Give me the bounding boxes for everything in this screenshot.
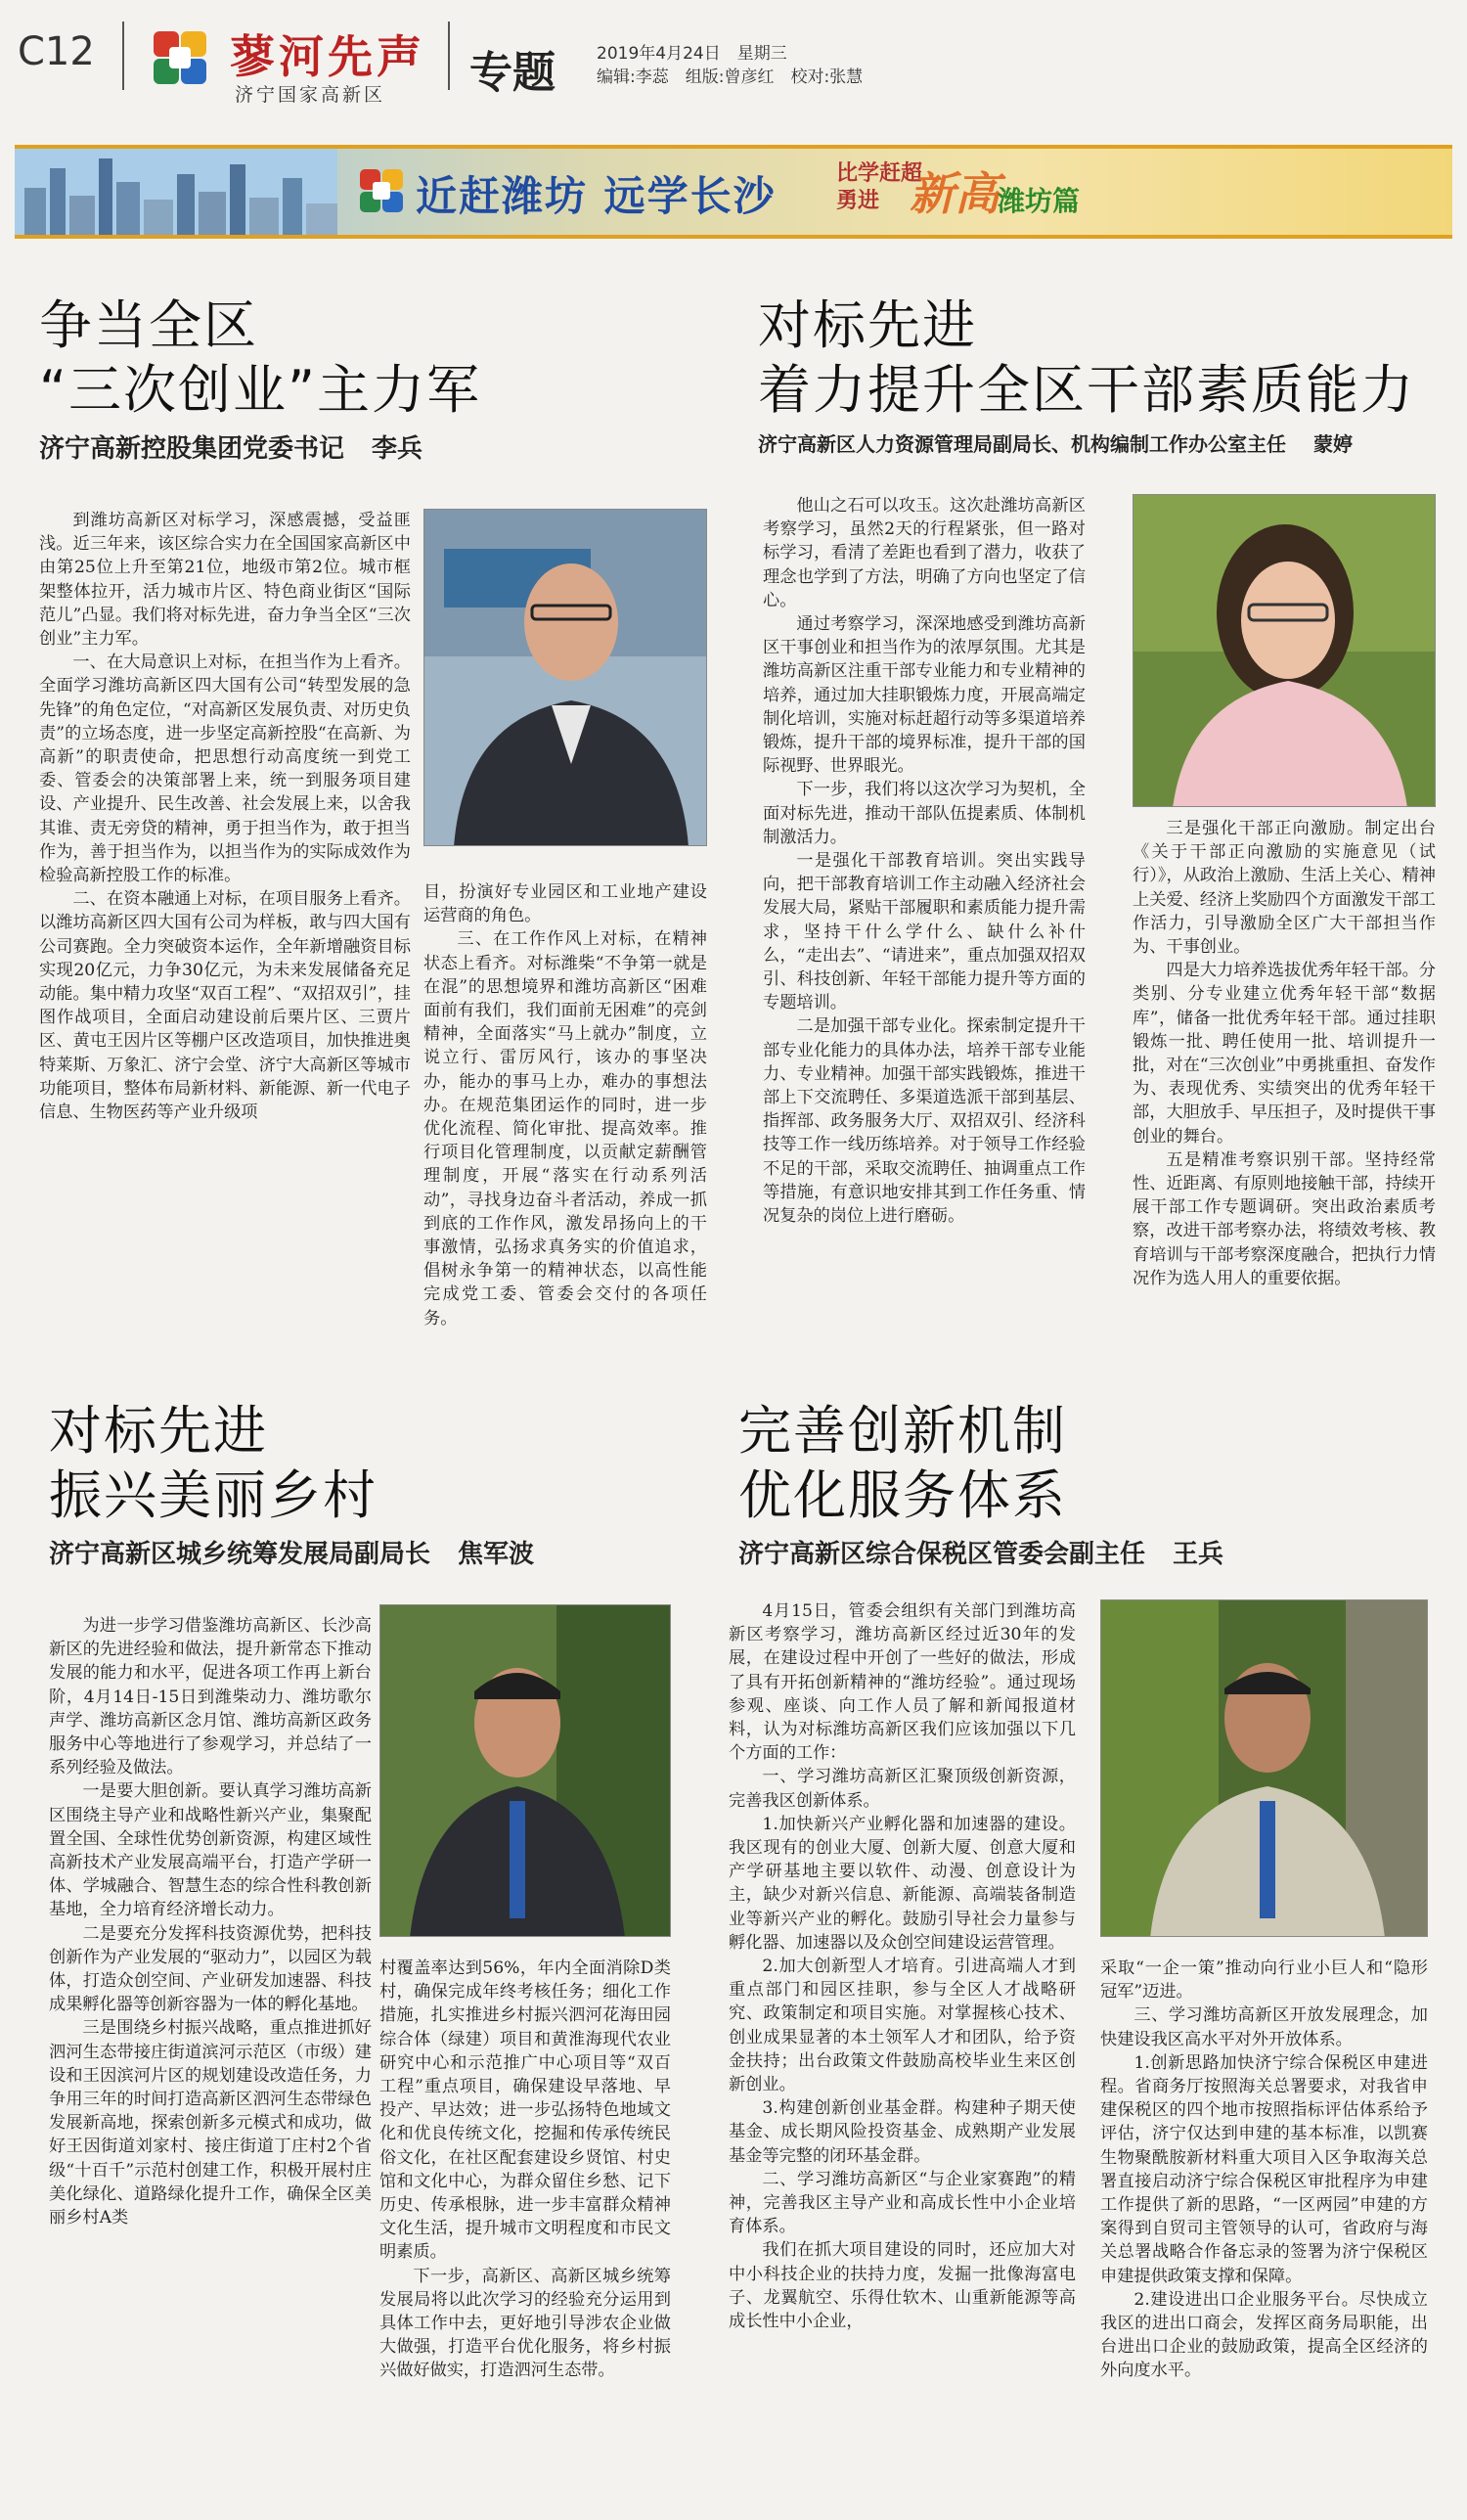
paragraph: 通过考察学习，深深地感受到潍坊高新区干事创业和担当作为的浓厚氛围。尤其是潍坊高新区注重干部专业能力和专业精神的培养，通过加大挂职锻炼力度，开展高端定制化培训，实施对标赶超行动等多渠道培养锻炼，提升干部的境界标准，提升干部的国际视野、世界眼光。 <box>763 614 1086 777</box>
paragraph: 二是要充分发挥科技资源优势，把科技创新作为产业发展的“驱动力”，以园区为载体，打造众创空间、产业研发加速器、科技成果孵化器等创新容器为一体的孵化基地。 <box>49 1923 372 2015</box>
portrait-image <box>1101 1600 1428 1937</box>
banner-logo-icon <box>359 168 404 213</box>
article-headline-line: 着力提升全区干部素质能力 <box>758 359 1415 421</box>
article-3-header <box>49 1399 714 1570</box>
paragraph: 一是要大胆创新。要认真学习潍坊高新区围绕主导产业和战略性新兴产业，集聚配置全国、全球性优势创新资源，构建区域性高新技术产业发展高端平台，打造产学研一体、学城融合、智慧生态的综合性科教创新基地，全力培育经济增长动力。 <box>49 1781 372 1920</box>
paragraph: 三、在工作作风上对标，在精神状态上看齐。对标潍柴“不争第一就是在混”的思想境界和潍坊高新区“困难面前有我们，我们面前无困难”的亮剑精神，全面落实“马上就办”制度，立说立行、雷厉风行，该办的事坚决办，能办的事马上办，难办的事想法办。在规范集团运作的同时，进一步优化流程、简化审批、提高效率。推行项目化管理制度，以贡献定薪酬管理制度，开展“落实在行动系列活动”，寻找身边奋斗者活动，养成一抓到底的工作作风，激发昂扬向上的干事激情，弘扬求真务实的价值追求，倡树永争第一的精神状态，以高性能完成党工委、管委会交付的各项任务。 <box>423 929 707 1328</box>
article-byline <box>39 428 704 465</box>
author-photo <box>1100 1599 1428 1937</box>
paragraph: 四是大力培养选拔优秀年轻干部。分类别、分专业建立优秀年轻干部“数据库”，储备一批优秀年轻干部。通过挂职锻炼一批、聘任使用一批、培训提升一批，对在“三次创业”中勇挑重担、奋发作为、表现优秀、实绩突出的优秀年轻干部，大胆放手、早压担子，及时提供干事创业的舞台。 <box>1133 961 1436 1147</box>
divider <box>448 22 450 90</box>
article-3-col-1 <box>49 1614 372 2495</box>
page-code: C12 <box>18 29 95 74</box>
paragraph: 一、在大局意识上对标，在担当作为上看齐。全面学习潍坊高新区四大国有公司“转型发展的急先锋”的角色定位，“对高新区发展负责、对历史负责”的立场态度，进一步坚定高新控股“在高新、为高新”的职责使命，把思想行动高度统一到党工委、管委会的决策部署上来，统一到服务项目建设、产业提升、民生改善、社会发展上来，以舍我其谁、责无旁贷的精神，勇于担当作为，敢于担当作为，善于担当作为，以担当作为的实际成效作为检验高新控股工作的标准。 <box>39 652 411 886</box>
byline-author: 蒙婷 <box>1313 432 1353 456</box>
byline-org: 济宁高新控股集团党委书记 <box>39 434 345 464</box>
paragraph: 目，扮演好专业园区和工业地产建设运营商的角色。 <box>423 882 707 926</box>
paragraph: 1.创新思路加快济宁综合保税区申建进程。省商务厅按照海关总署要求，对我省申建保税区的四个地市按照指标评估体系给予评估，济宁仅达到申建的基本标准，以凯赛生物聚酰胺新材料重大项目入区争取海关总署直接启动济宁综合保税区审批程序为申建工作提供了新的思路，“一区两园”申建的方案得到自贸司主管领导的认可，省政府与海关总署战略合作备忘录的签署为济宁保税区申建提供政策支撑和保障。 <box>1100 2052 1428 2286</box>
paragraph: 五是精准考察识别干部。坚持经常性、近距离、有原则地接触干部，持续开展干部工作专题调研。突出政治素质考察，改进干部考察办法，将绩效考核、教育培训与干部考察深度融合，把执行力情况作为选人用人的重要依据。 <box>1133 1149 1436 1288</box>
paper-logo-icon <box>152 29 208 86</box>
article-2-header <box>758 293 1452 457</box>
article-headline-line: 对标先进 <box>49 1400 268 1462</box>
byline-author: 王兵 <box>1173 1540 1224 1569</box>
article-byline <box>758 428 1452 457</box>
paragraph: 我们在抓大项目建设的同时，还应加大对中小科技企业的扶持力度，发掘一批像海富电子、龙翼航空、乐得仕软木、山重新能源等高成长性中小企业， <box>729 2240 1076 2332</box>
author-photo <box>379 1604 671 1937</box>
paragraph: 二、在资本融通上对标，在项目服务上看齐。以潍坊高新区四大国有公司为样板，敢与四大国有公司赛跑。全力突破资本运作，全年新增融资目标实现20亿元，力争30亿元，为未来发展储备充足动能。集中精力攻坚“双百工程”、“双招双引”，挂图作战项目，全面启动建设前后栗片区、三贾片区、黄屯王因片区等棚户区改造项目，加快推进奥特莱斯、万象汇、济宁会堂、济宁大高新区等城市功能项目，整体布局新材料、新能源、新一代电子信息、生物医药等产业升级项 <box>39 889 411 1123</box>
article-byline <box>738 1534 1443 1570</box>
article-4-col-2 <box>1100 1957 1428 2499</box>
author-photo <box>423 509 707 846</box>
banner-aside: 比学赶超 勇进 <box>836 161 923 213</box>
paragraph: 2.加大创新型人才培育。引进高端人才到重点部门和园区挂职，参与全区人才战略研究、政策制定和项目实施。对掌握核心技术、创业成果显著的本土领军人才和团队，给予资金扶持；出台政策文件鼓励高校毕业生来区创新创业。 <box>729 1957 1076 2095</box>
paper-name: 蓼河先声 <box>230 30 425 83</box>
article-headline-line: “三次创业”主力军 <box>39 359 481 421</box>
paragraph: 采取“一企一策”推动向行业小巨人和“隐形冠军”迈进。 <box>1100 1958 1428 2002</box>
paragraph: 村覆盖率达到56%，年内全面消除D类村，确保完成年终考核任务；细化工作措施，扎实推进乡村振兴泗河花海田园综合体（绿建）项目和黄淮海现代农业研究中心和示范推广中心项目等“双百工程”重点项目，确保建设早落地、早投产、早达效；进一步弘扬特色地域文化和优良传统文化，挖掘和传承传统民俗文化，在社区配套建设乡贤馆、村史馆和文化中心，为群众留住乡愁、记下历史、传承根脉，进一步丰富群众精神文化生活，提升城市文明程度和市民文明素质。 <box>379 1958 671 2263</box>
paragraph: 3.构建创新创业基金群。构建种子期天使基金、成长期风险投资基金、成熟期产业发展基金等完整的闭环基金群。 <box>729 2098 1076 2166</box>
paragraph: 到潍坊高新区对标学习，深感震撼，受益匪浅。近三年来，该区综合实力在全国国家高新区中由第25位上升至第21位，地级市第2位。城市框架整体拉开，活力城市片区、特色商业街区“国际范儿”凸显。我们将对标先进，奋力争当全区“三次创业”主力军。 <box>39 511 411 650</box>
byline-author: 焦军波 <box>458 1540 535 1569</box>
article-headline-line: 对标先进 <box>758 294 977 356</box>
paragraph: 三、学习潍坊高新区开放发展理念，加快建设我区高水平对外开放体系。 <box>1100 2005 1428 2049</box>
paragraph: 1.加快新兴产业孵化器和加速器的建设。我区现有的创业大厦、创新大厦、创意大厦和产学研基地主要以软件、动漫、创意设计为主，缺少对新兴信息、新能源、高端装备制造业等新兴产业的孵化。鼓励引导社会力量参与孵化器、加速器以及众创空间建设运营管理。 <box>729 1814 1076 1953</box>
section-title: 专题 <box>469 48 556 98</box>
article-4-header <box>738 1399 1443 1570</box>
article-headline-line: 优化服务体系 <box>738 1464 1067 1526</box>
divider <box>122 22 124 90</box>
article-headline-line: 振兴美丽乡村 <box>49 1464 378 1526</box>
paragraph: 一是强化干部教育培训。突出实践导向，把干部教育培训工作主动融入经济社会发展大局，紧贴干部履职和素质能力提升需求，坚持干什么学什么、缺什么补什么，“走出去”、“请进来”，重点加强双招双引、科技创新、年轻干部能力提升等方面的专题培训。 <box>763 851 1086 1013</box>
article-headline-line: 争当全区 <box>39 294 258 356</box>
byline-org: 济宁高新区综合保税区管委会副主任 <box>738 1540 1146 1569</box>
masthead <box>0 0 1467 117</box>
paper-subtitle: 济宁国家高新区 <box>235 84 386 106</box>
portrait-image <box>1134 495 1436 807</box>
topic-banner <box>15 145 1452 239</box>
byline-author: 李兵 <box>372 434 423 464</box>
portrait-image <box>380 1605 671 1937</box>
paragraph: 下一步，高新区、高新区城乡统筹发展局将以此次学习的经验充分运用到具体工作中去，更好地引导涉农企业做大做强，打造平台优化服务，将乡村振兴做好做实，打造泗河生态带。 <box>379 2266 671 2381</box>
byline-org: 济宁高新区人力资源管理局副局长、机构编制工作办公室主任 <box>758 432 1286 456</box>
paragraph: 一、学习潍坊高新区汇聚顶级创新资源，完善我区创新体系。 <box>729 1767 1076 1811</box>
paragraph: 二是加强干部专业化。探索制定提升干部专业化能力的具体办法，培养干部专业能力、专业精神。加强干部实践锻炼，推进干部上下交流聘任、多渠道选派干部到基层、指挥部、政务服务大厅、双招双引、经济科技等工作一线历练培养。对于领导工作经验不足的干部，采取交流聘任、抽调重点工作等措施，有意识地安排其到工作任务重、情况复杂的岗位上进行磨砺。 <box>763 1016 1086 1227</box>
paragraph: 为进一步学习借鉴潍坊高新区、长沙高新区的先进经验和做法，提升新常态下推动发展的能力和水平，促进各项工作再上新台阶，4月14日-15日到潍柴动力、潍坊歌尔声学、潍坊高新区念月馆、潍坊高新区政务服务中心等地进行了参观学习，并总结了一系列经验及做法。 <box>49 1616 372 1778</box>
portrait-image <box>424 510 707 846</box>
paragraph: 2.建设进出口企业服务平台。尽快成立我区的进出口商会，发挥区商务局职能，出台进出口企业的鼓励政策，提高全区经济的外向度水平。 <box>1100 2289 1428 2381</box>
article-3-col-2 <box>379 1957 671 2495</box>
paragraph: 4月15日，管委会组织有关部门到潍坊高新区考察学习，潍坊高新区经过近30年的发展，在建设过程中开创了一些好的做法，形成了具有开拓创新精神的“潍坊经验”。通过现场参观、座谈、向工作人员了解和新闻报道材料，认为对标潍坊高新区我们应该加强以下几个方面的工作： <box>729 1601 1076 1764</box>
article-1-header <box>39 293 704 465</box>
banner-highlight: 新高 <box>910 167 1000 220</box>
paragraph: 下一步，我们将以这次学习为契机，全面对标先进，推动干部队伍提素质、体制机制激活力。 <box>763 780 1086 847</box>
city-skyline-image <box>15 149 337 235</box>
paragraph: 三是围绕乡村振兴战略，重点推进抓好泗河生态带接庄街道滨河示范区（市级）建设和王因滨河片区的规划建设改造任务，力争用三年的时间打造高新区泗河生态带绿色发展新高地，探索创新多元模式和成功，做好王因街道刘家村、接庄街道丁庄村2个省级“十百千”示范村创建工作，积极开展村庄美化绿化、道路绿化提升工作，确保全区美丽乡村A类 <box>49 2018 372 2228</box>
article-headline-line: 完善创新机制 <box>738 1400 1067 1462</box>
byline-org: 济宁高新区城乡统筹发展局副局长 <box>49 1540 431 1569</box>
divider <box>29 1389 1438 1390</box>
article-4-col-1 <box>729 1599 1076 2499</box>
article-byline <box>49 1534 714 1570</box>
editor-credits: 编辑:李蕊 组版:曾彦红 校对:张慧 <box>597 68 864 87</box>
paragraph: 三是强化干部正向激励。制定出台《关于干部正向激励的实施意见（试行）》，从政治上激励、生活上关心、精神上关爱、经济上奖励四个方面激发干部工作活力，引导激励全区广大干部担当作为、干事创业。 <box>1133 819 1436 958</box>
banner-slogan: 近赶潍坊 远学长沙 <box>416 172 777 220</box>
author-photo <box>1133 494 1436 807</box>
paragraph: 二、学习潍坊高新区“与企业家赛跑”的精神，完善我区主导产业和高成长性中小企业培育体系。 <box>729 2169 1076 2237</box>
publication-date: 2019年4月24日 星期三 <box>597 44 787 64</box>
banner-tag: 潍坊篇 <box>998 185 1081 217</box>
paragraph: 他山之石可以攻玉。这次赴潍坊高新区考察学习，虽然2天的行程紧张，但一路对标学习，看清了差距也看到了潜力，收获了理念也学到了方法，明确了方向也坚定了信心。 <box>763 496 1086 610</box>
